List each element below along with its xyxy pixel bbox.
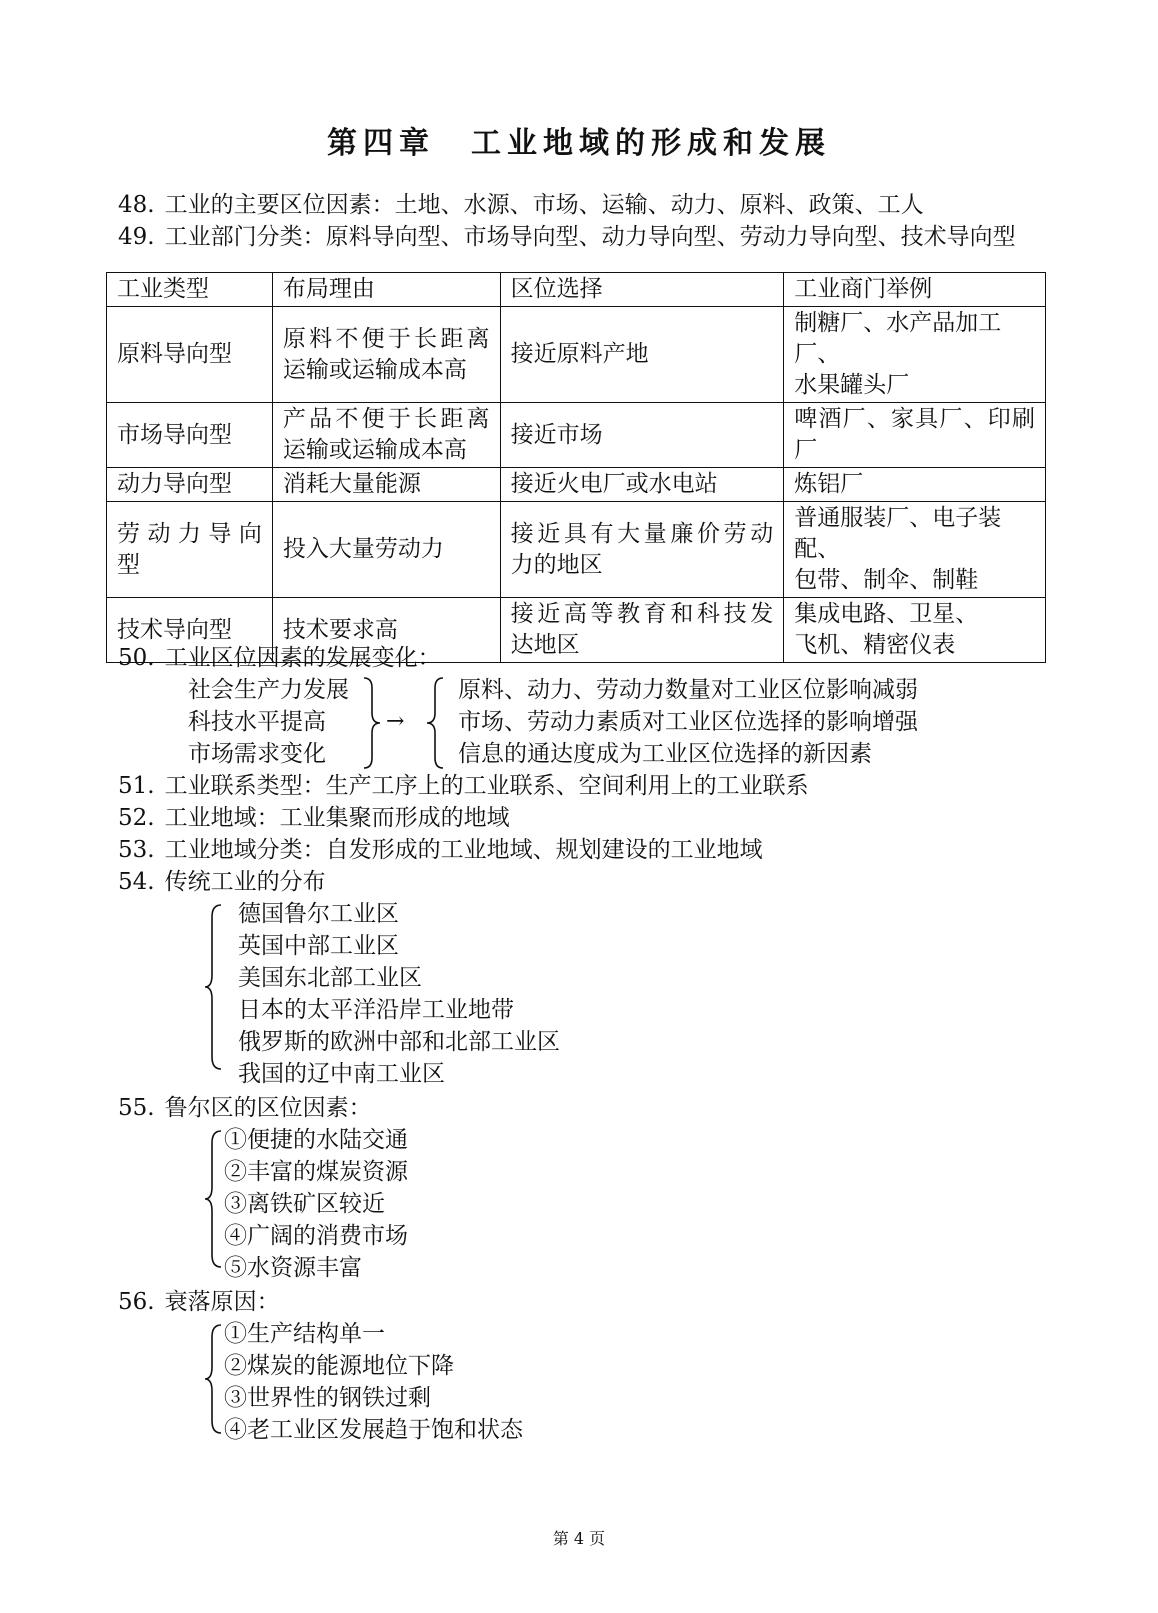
- item-56: [118, 1286, 280, 1318]
- reason-cell: 原料不便于长距离 运输或运输成本高: [272, 307, 500, 403]
- header-cell: 区位选择: [500, 273, 784, 307]
- reason-cell: 技术要求高: [272, 598, 500, 663]
- examples-cell: 制糖厂、水产品加工厂、 水果罐头厂: [784, 307, 1046, 403]
- list-item: 美国东北部工业区: [238, 965, 422, 991]
- list-item: 德国鲁尔工业区: [238, 901, 399, 927]
- header-cell: 工业类型: [107, 273, 273, 307]
- effect-item: 市场、劳动力素质对工业区位选择的影响增强: [458, 709, 918, 735]
- item-number: 54.: [118, 869, 155, 895]
- item-text: 工业地域分类：自发形成的工业地域、规划建设的工业地域: [164, 837, 763, 863]
- list-item: ⑤水资源丰富: [224, 1255, 362, 1281]
- location-cell: 接近原料产地: [500, 307, 784, 403]
- left-brace-icon: [424, 676, 446, 770]
- header-cell: 工业商门举例: [784, 273, 1046, 307]
- table-row: [107, 502, 1046, 598]
- location-cell: 接近高等教育和科技发 达地区: [500, 598, 784, 663]
- list-item: 我国的辽中南工业区: [238, 1061, 445, 1087]
- location-factor-change-diagram: [118, 674, 1018, 774]
- list-item: ③离铁矿区较近: [224, 1191, 385, 1217]
- type-cell: 技术导向型: [107, 598, 273, 663]
- item-48: [118, 189, 924, 221]
- item-number: 50.: [118, 645, 155, 671]
- chapter-title: 第四章 工业地域的形成和发展: [327, 126, 831, 161]
- effect-list: [458, 674, 918, 770]
- list-item: 日本的太平洋沿岸工业地带: [238, 997, 514, 1023]
- traditional-industry-list: [238, 898, 560, 1090]
- item-number: 49.: [118, 224, 155, 250]
- header-cell: 布局理由: [272, 273, 500, 307]
- list-item: ④老工业区发展趋于饱和状态: [224, 1417, 523, 1443]
- item-number: 52.: [118, 805, 155, 831]
- cause-item: 社会生产力发展: [188, 677, 349, 703]
- industry-type-table: [106, 272, 1046, 663]
- type-cell: 劳动力导向 型: [107, 502, 273, 598]
- item-50: [118, 642, 441, 674]
- list-item: ②煤炭的能源地位下降: [224, 1353, 454, 1379]
- item-text: 工业联系类型：生产工序上的工业联系、空间利用上的工业联系: [164, 773, 809, 799]
- item-text: 衰落原因：: [164, 1289, 280, 1315]
- item-text: 鲁尔区的区位因素：: [164, 1095, 372, 1121]
- list-item: 俄罗斯的欧洲中部和北部工业区: [238, 1029, 560, 1055]
- location-cell: 接近市场: [500, 403, 784, 468]
- examples-cell: 炼铝厂: [784, 468, 1046, 502]
- table-row: [107, 403, 1046, 468]
- item-text: 工业的主要区位因素：土地、水源、市场、运输、动力、原料、政策、工人: [164, 192, 924, 218]
- item-54: [118, 866, 326, 898]
- type-cell: 原料导向型: [107, 307, 273, 403]
- item-number: 56.: [118, 1289, 155, 1315]
- item-number: 48.: [118, 192, 155, 218]
- cause-item: 市场需求变化: [188, 741, 326, 767]
- type-cell: 动力导向型: [107, 468, 273, 502]
- cause-item: 科技水平提高: [188, 709, 326, 735]
- list-item: ③世界性的钢铁过剩: [224, 1385, 431, 1411]
- left-brace-icon: [202, 1129, 224, 1269]
- item-text: 工业部门分类：原料导向型、市场导向型、动力导向型、劳动力导向型、技术导向型: [164, 224, 1016, 250]
- item-text: 传统工业的分布: [164, 869, 326, 895]
- list-item: ②丰富的煤炭资源: [224, 1159, 408, 1185]
- effect-item: 信息的通达度成为工业区位选择的新因素: [458, 741, 872, 767]
- item-text: 工业地域：工业集聚而形成的地域: [164, 805, 510, 831]
- left-brace-icon: [202, 1323, 224, 1435]
- examples-cell: 普通服装厂、电子装配、 包带、制伞、制鞋: [784, 502, 1046, 598]
- reason-cell: 投入大量劳动力: [272, 502, 500, 598]
- table-row: [107, 468, 1046, 502]
- item-49: [118, 221, 1016, 253]
- arrow-right-icon: →: [386, 709, 405, 734]
- location-cell: 接近火电厂或水电站: [500, 468, 784, 502]
- list-item: ④广阔的消费市场: [224, 1223, 408, 1249]
- item-number: 55.: [118, 1095, 155, 1121]
- ruhr-location-factor-list: [224, 1124, 408, 1284]
- item-number: 53.: [118, 837, 155, 863]
- examples-cell: 集成电路、卫星、 飞机、精密仪表: [784, 598, 1046, 663]
- cause-list: [188, 674, 349, 770]
- right-brace-icon: [361, 676, 383, 770]
- item-number: 51.: [118, 773, 155, 799]
- table-header-row: [107, 273, 1046, 307]
- item-55: [118, 1092, 372, 1124]
- item-text: 工业区位因素的发展变化：: [164, 645, 441, 671]
- left-brace-icon: [202, 903, 224, 1071]
- list-item: ①便捷的水陆交通: [224, 1127, 408, 1153]
- item-51: [118, 770, 809, 802]
- list-item: ①生产结构单一: [224, 1321, 385, 1347]
- reason-cell: 消耗大量能源: [272, 468, 500, 502]
- table-row: [107, 307, 1046, 403]
- page-number: 第 4 页: [552, 1529, 606, 1548]
- reason-cell: 产品不便于长距离 运输或运输成本高: [272, 403, 500, 468]
- location-cell: 接近具有大量廉价劳动 力的地区: [500, 502, 784, 598]
- effect-item: 原料、动力、劳动力数量对工业区位影响减弱: [458, 677, 918, 703]
- examples-cell: 啤酒厂、家具厂、印刷 厂: [784, 403, 1046, 468]
- list-item: 英国中部工业区: [238, 933, 399, 959]
- type-cell: 市场导向型: [107, 403, 273, 468]
- item-52: [118, 802, 510, 834]
- item-53: [118, 834, 763, 866]
- decline-reason-list: [224, 1318, 523, 1446]
